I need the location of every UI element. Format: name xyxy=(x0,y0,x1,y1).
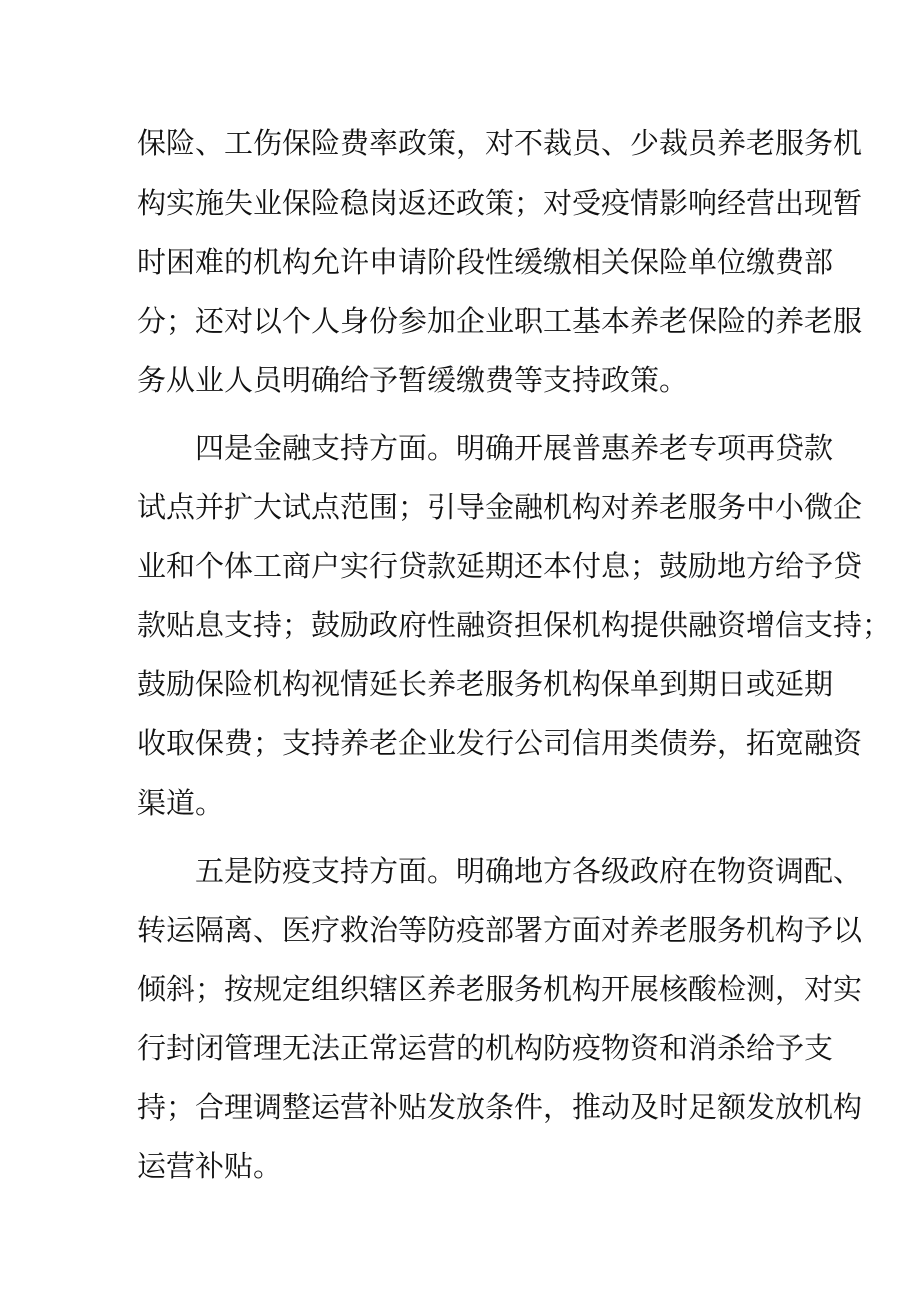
text-line: 分；还对以个人身份参加企业职工基本养老保险的养老服 xyxy=(137,304,863,338)
text-line: 四是金融支持方面。明确开展普惠养老专项再贷款 xyxy=(195,431,834,465)
text-line: 持；合理调整运营补贴发放条件，推动及时足额发放机构 xyxy=(137,1090,863,1124)
text-line: 五是防疫支持方面。明确地方各级政府在物资调配、 xyxy=(195,854,863,888)
text-line: 业和个体工商户实行贷款延期还本付息；鼓励地方给予贷 xyxy=(137,549,863,583)
text-line: 收取保费；支持养老企业发行公司信用类债券，拓宽融资 xyxy=(137,726,863,760)
text-line: 试点并扩大试点范围；引导金融机构对养老服务中小微企 xyxy=(137,490,863,524)
text-line: 务从业人员明确给予暂缓缴费等支持政策。 xyxy=(137,363,689,397)
text-line: 构实施失业保险稳岗返还政策；对受疫情影响经营出现暂 xyxy=(137,186,863,220)
text-line: 鼓励保险机构视情延长养老服务机构保单到期日或延期 xyxy=(137,667,834,701)
text-line: 时困难的机构允许申请阶段性缓缴相关保险单位缴费部 xyxy=(137,245,834,279)
text-line: 运营补贴。 xyxy=(137,1149,283,1183)
text-line: 保险、工伤保险费率政策，对不裁员、少裁员养老服务机 xyxy=(137,126,863,160)
text-line: 转运隔离、医疗救治等防疫部署方面对养老服务机构予以 xyxy=(137,913,863,947)
text-line: 倾斜；按规定组织辖区养老服务机构开展核酸检测，对实 xyxy=(137,972,863,1006)
text-line: 行封闭管理无法正常运营的机构防疫物资和消杀给予支 xyxy=(137,1031,834,1065)
text-line: 渠道。 xyxy=(137,786,225,820)
text-line: 款贴息支持；鼓励政府性融资担保机构提供融资增信支持； xyxy=(137,608,892,642)
